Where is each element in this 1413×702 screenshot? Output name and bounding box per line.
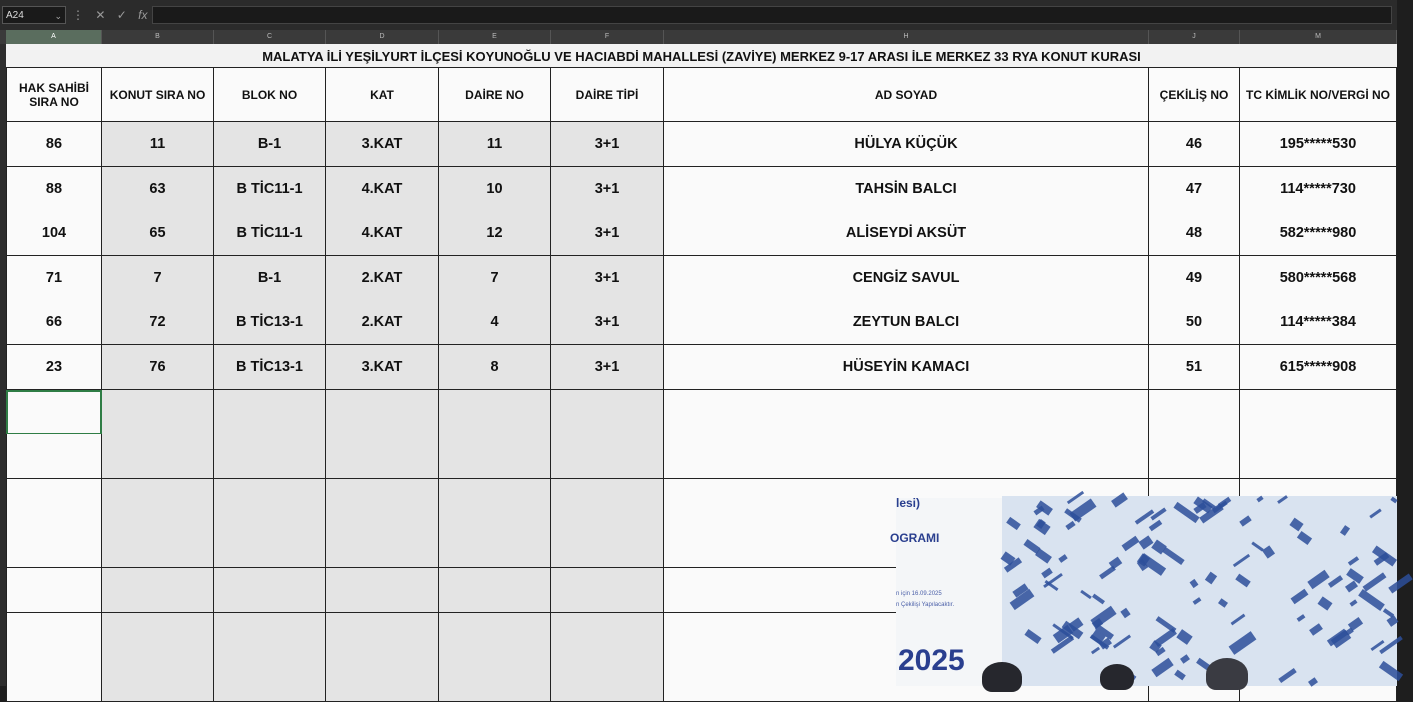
person-silhouette	[1100, 664, 1134, 690]
map-building-shape	[1348, 556, 1359, 566]
map-building-shape	[1180, 654, 1190, 664]
empty-cell[interactable]	[6, 434, 102, 479]
cell-blok-no[interactable]: B TİC11-1	[214, 211, 326, 256]
header-daire-tipi[interactable]: DAİRE TİPİ	[551, 68, 664, 122]
cell-tc-kimlik-no[interactable]: 582*****980	[1240, 211, 1397, 256]
column-header-m[interactable]: M	[1240, 30, 1397, 44]
empty-cell[interactable]	[551, 657, 664, 702]
empty-cell[interactable]	[326, 613, 439, 658]
function-icon[interactable]: fx	[138, 8, 148, 22]
cell-konut-sira-no[interactable]: 72	[102, 300, 214, 345]
cell-tc-kimlik-no[interactable]: 114*****730	[1240, 167, 1397, 212]
map-building-shape	[1383, 608, 1394, 618]
empty-cell[interactable]	[439, 479, 551, 524]
empty-cell[interactable]	[214, 390, 326, 435]
column-header-h[interactable]: H	[664, 30, 1149, 44]
empty-cell[interactable]	[326, 479, 439, 524]
cell-daire-tipi[interactable]: 3+1	[551, 300, 664, 345]
cell-daire-no[interactable]: 10	[439, 167, 551, 212]
cell-ad-soyad[interactable]: HÜLYA KÜÇÜK	[664, 122, 1149, 167]
formula-input[interactable]	[152, 6, 1392, 24]
map-building-shape	[1065, 521, 1075, 530]
name-box-value: A24	[6, 10, 24, 21]
cell-kat[interactable]: 4.KAT	[326, 211, 439, 256]
map-building-shape	[1278, 668, 1296, 683]
map-building-shape	[1205, 572, 1217, 585]
cell-ad-soyad[interactable]: HÜSEYİN KAMACI	[664, 345, 1149, 390]
cell-hak-sahibi-sira-no[interactable]: 71	[6, 256, 102, 301]
header-hak-sahibi-sira-no[interactable]: HAK SAHİBİ SIRA NO	[6, 68, 102, 122]
column-header-b[interactable]: B	[102, 30, 214, 44]
cell-tc-kimlik-no[interactable]: 195*****530	[1240, 122, 1397, 167]
empty-cell[interactable]	[551, 523, 664, 568]
cell-tc-kimlik-no[interactable]: 580*****568	[1240, 256, 1397, 301]
header-tc-kimlik-no[interactable]: TC KİMLİK NO/VERGİ NO	[1240, 68, 1397, 122]
empty-cell[interactable]	[102, 568, 214, 613]
map-building-shape	[1233, 554, 1250, 567]
column-header-c[interactable]: C	[214, 30, 326, 44]
formula-bar	[0, 0, 1397, 31]
cell-blok-no[interactable]: B TİC11-1	[214, 167, 326, 212]
map-building-shape	[1251, 542, 1263, 552]
cell-cekilis-no[interactable]: 48	[1149, 211, 1240, 256]
cell-daire-tipi[interactable]: 3+1	[551, 345, 664, 390]
cell-daire-tipi[interactable]: 3+1	[551, 122, 664, 167]
cell-cekilis-no[interactable]: 50	[1149, 300, 1240, 345]
cell-daire-tipi[interactable]: 3+1	[551, 211, 664, 256]
map-building-shape	[1369, 509, 1381, 519]
cancel-icon[interactable]: ✕	[95, 8, 106, 22]
cell-ad-soyad[interactable]: CENGİZ SAVUL	[664, 256, 1149, 301]
person-silhouette	[982, 662, 1022, 692]
map-building-shape	[1193, 597, 1202, 605]
person-silhouette	[1206, 658, 1248, 690]
cell-blok-no[interactable]: B TİC13-1	[214, 345, 326, 390]
map-building-shape	[1058, 554, 1067, 563]
empty-cell[interactable]	[326, 523, 439, 568]
cell-hak-sahibi-sira-no[interactable]: 66	[6, 300, 102, 345]
empty-cell[interactable]	[214, 568, 326, 613]
map-building-shape	[1390, 497, 1397, 504]
empty-cell[interactable]	[326, 390, 439, 435]
map-building-shape	[1090, 606, 1116, 629]
cell-kat[interactable]: 3.KAT	[326, 345, 439, 390]
map-building-shape	[1218, 598, 1228, 608]
empty-cell[interactable]	[102, 390, 214, 435]
empty-cell[interactable]	[6, 568, 102, 613]
map-building-shape	[1348, 617, 1363, 631]
map-building-shape	[1340, 525, 1350, 536]
map-building-shape	[1041, 568, 1053, 579]
empty-cell[interactable]	[102, 523, 214, 568]
cell-daire-no[interactable]: 12	[439, 211, 551, 256]
name-box[interactable]	[2, 6, 66, 24]
cell-daire-no[interactable]: 11	[439, 122, 551, 167]
column-header-a[interactable]: A	[6, 30, 102, 44]
column-header-strip	[0, 30, 1397, 44]
cell-hak-sahibi-sira-no[interactable]: 104	[6, 211, 102, 256]
map-building-shape	[1080, 590, 1092, 599]
cell-konut-sira-no[interactable]: 11	[102, 122, 214, 167]
map-building-shape	[1092, 594, 1105, 605]
slide-year: 2025	[898, 644, 965, 677]
map-building-shape	[1387, 615, 1399, 627]
cell-kat[interactable]: 2.KAT	[326, 256, 439, 301]
map-building-shape	[1033, 506, 1044, 516]
map-building-shape	[1388, 573, 1412, 593]
map-building-shape	[1379, 636, 1403, 654]
map-building-shape	[1328, 575, 1343, 588]
map-building-shape	[1023, 539, 1040, 554]
empty-cell[interactable]	[439, 657, 551, 702]
cell-daire-tipi[interactable]: 3+1	[551, 167, 664, 212]
column-header-d[interactable]: D	[326, 30, 439, 44]
slide-text-1: lesi)	[896, 496, 921, 510]
map-building-shape	[1024, 629, 1041, 644]
slide-small-text-2: n Çekilişi Yapılacaktır.	[896, 602, 955, 608]
map-building-shape	[1346, 568, 1364, 584]
empty-cell[interactable]	[439, 434, 551, 479]
map-building-shape	[1358, 589, 1385, 611]
chevron-down-icon[interactable]: ⌄	[54, 11, 62, 21]
map-building-shape	[1235, 574, 1250, 588]
map-building-shape	[1262, 545, 1275, 558]
cell-hak-sahibi-sira-no[interactable]: 23	[6, 345, 102, 390]
slide-small-text-1: n için 16.09.2025	[896, 591, 942, 597]
cell-konut-sira-no[interactable]: 76	[102, 345, 214, 390]
cell-ad-soyad[interactable]: ALİSEYDİ AKSÜT	[664, 211, 1149, 256]
cell-cekilis-no[interactable]: 51	[1149, 345, 1240, 390]
map-building-shape	[1229, 631, 1257, 655]
empty-cell[interactable]	[102, 434, 214, 479]
column-header-e[interactable]: E	[439, 30, 551, 44]
map-building-shape	[1111, 492, 1128, 507]
cell-tc-kimlik-no[interactable]: 615*****908	[1240, 345, 1397, 390]
empty-cell[interactable]	[439, 568, 551, 613]
map-building-shape	[1297, 531, 1312, 545]
column-header-f[interactable]: F	[551, 30, 664, 44]
map-building-shape	[1113, 635, 1131, 649]
empty-cell[interactable]	[326, 568, 439, 613]
cell-ad-soyad[interactable]: ZEYTUN BALCI	[664, 300, 1149, 345]
cell-konut-sira-no[interactable]: 63	[102, 167, 214, 212]
empty-cell[interactable]	[6, 479, 102, 524]
header-ad-soyad[interactable]: AD SOYAD	[664, 68, 1149, 122]
map-building-shape	[1239, 515, 1251, 526]
map-building-shape	[1297, 614, 1306, 622]
map-building-shape	[1150, 507, 1166, 520]
cell-blok-no[interactable]: B-1	[214, 256, 326, 301]
cell-konut-sira-no[interactable]: 7	[102, 256, 214, 301]
map-building-shape	[1176, 629, 1192, 645]
cell-kat[interactable]: 3.KAT	[326, 122, 439, 167]
empty-cell[interactable]	[214, 523, 326, 568]
map-building-shape	[1174, 670, 1186, 681]
header-konut-sira-no[interactable]: KONUT SIRA NO	[102, 68, 214, 122]
cell-cekilis-no[interactable]: 47	[1149, 167, 1240, 212]
column-header-j[interactable]: J	[1149, 30, 1240, 44]
cell-blok-no[interactable]: B-1	[214, 122, 326, 167]
map-building-shape	[1149, 520, 1163, 532]
map-building-shape	[1006, 517, 1021, 530]
cell-tc-kimlik-no[interactable]: 114*****384	[1240, 300, 1397, 345]
map-building-shape	[1122, 536, 1140, 551]
map-building-shape	[1308, 677, 1318, 687]
map-building-shape	[1379, 661, 1403, 681]
cell-kat[interactable]: 4.KAT	[326, 167, 439, 212]
empty-cell[interactable]	[551, 568, 664, 613]
confirm-icon[interactable]: ✓	[116, 8, 127, 22]
cell-daire-no[interactable]: 7	[439, 256, 551, 301]
header-blok-no[interactable]: BLOK NO	[214, 68, 326, 122]
empty-cell[interactable]	[664, 434, 1149, 479]
empty-cell[interactable]	[1240, 434, 1397, 479]
map-building-shape	[1120, 608, 1130, 619]
map-building-shape	[1307, 570, 1329, 589]
header-kat[interactable]: KAT	[326, 68, 439, 122]
map-building-shape	[1256, 496, 1263, 503]
map-building-shape	[1291, 589, 1309, 604]
slide-text-2: OGRAMI	[890, 531, 940, 545]
map-building-shape	[1190, 579, 1199, 588]
empty-cell[interactable]	[6, 657, 102, 702]
active-cell[interactable]	[6, 390, 102, 435]
empty-cell[interactable]	[326, 434, 439, 479]
cell-ad-soyad[interactable]: TAHSİN BALCI	[664, 167, 1149, 212]
empty-cell[interactable]	[664, 390, 1149, 435]
empty-cell[interactable]	[551, 479, 664, 524]
cell-kat[interactable]: 2.KAT	[326, 300, 439, 345]
cell-hak-sahibi-sira-no[interactable]: 86	[6, 122, 102, 167]
map-building-shape	[1067, 491, 1084, 504]
empty-cell[interactable]	[1240, 390, 1397, 435]
map-building-shape	[1231, 614, 1246, 626]
cell-cekilis-no[interactable]: 46	[1149, 122, 1240, 167]
map-building-shape	[1318, 596, 1333, 610]
empty-cell[interactable]	[102, 613, 214, 658]
empty-cell[interactable]	[102, 479, 214, 524]
map-building-shape	[1363, 572, 1387, 591]
map-building-shape	[1349, 599, 1357, 606]
map-building-shape	[1277, 495, 1288, 504]
empty-cell[interactable]	[214, 434, 326, 479]
cell-daire-no[interactable]: 4	[439, 300, 551, 345]
map-building-shape	[1091, 647, 1100, 655]
sheet-title[interactable]: MALATYA İLİ YEŞİLYURT İLÇESİ KOYUNOĞLU VE HACIABDİ MAHALLESİ (ZAVİYE) MERKEZ 9-17 ARASI İLE MERKEZ 33 RYA KONUT KURASI	[6, 46, 1397, 68]
empty-cell[interactable]	[551, 434, 664, 479]
empty-cell[interactable]	[6, 523, 102, 568]
more-vertical-icon[interactable]: ⋮	[72, 8, 84, 22]
empty-cell[interactable]	[551, 613, 664, 658]
map-building-shape	[1162, 547, 1184, 565]
cell-hak-sahibi-sira-no[interactable]: 88	[6, 167, 102, 212]
empty-cell[interactable]	[439, 523, 551, 568]
empty-cell[interactable]	[6, 613, 102, 658]
map-building-shape	[1289, 518, 1303, 532]
site-map-image	[1002, 496, 1397, 686]
cell-blok-no[interactable]: B TİC13-1	[214, 300, 326, 345]
video-overlay	[890, 478, 1397, 686]
empty-cell[interactable]	[439, 390, 551, 435]
empty-cell[interactable]	[214, 479, 326, 524]
map-building-shape	[1309, 623, 1323, 636]
empty-cell[interactable]	[102, 657, 214, 702]
header-cekilis-no[interactable]: ÇEKİLİŞ NO	[1149, 68, 1240, 122]
cell-cekilis-no[interactable]: 49	[1149, 256, 1240, 301]
map-building-shape	[1151, 658, 1173, 677]
empty-cell[interactable]	[326, 657, 439, 702]
cell-daire-no[interactable]: 8	[439, 345, 551, 390]
cell-konut-sira-no[interactable]: 65	[102, 211, 214, 256]
empty-cell[interactable]	[214, 657, 326, 702]
header-daire-no[interactable]: DAİRE NO	[439, 68, 551, 122]
empty-cell[interactable]	[551, 390, 664, 435]
empty-cell[interactable]	[214, 613, 326, 658]
cell-daire-tipi[interactable]: 3+1	[551, 256, 664, 301]
empty-cell[interactable]	[1149, 434, 1240, 479]
empty-cell[interactable]	[439, 613, 551, 658]
empty-cell[interactable]	[1149, 390, 1240, 435]
